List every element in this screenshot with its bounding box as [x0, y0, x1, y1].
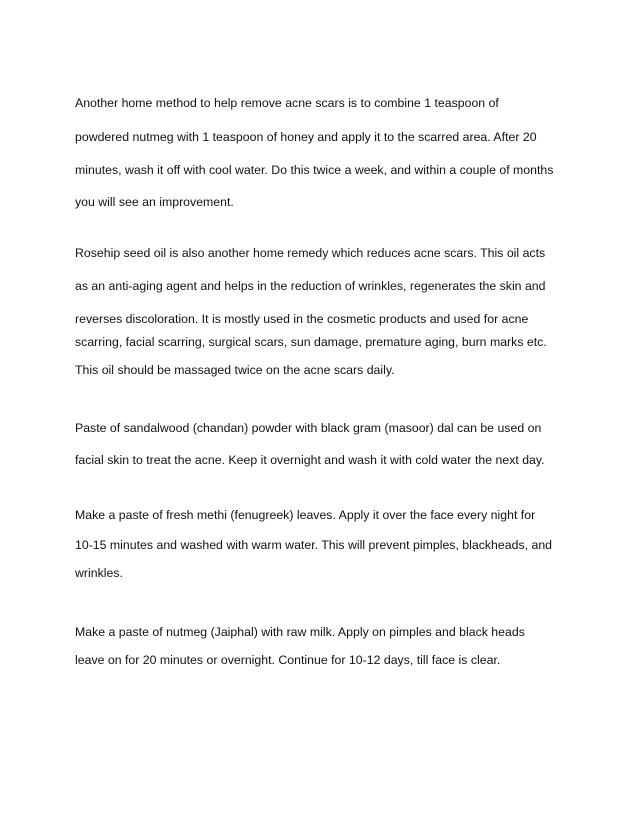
text-line: reverses discoloration. It is mostly used in the cosmetic products and used for acne — [75, 312, 529, 326]
text-line: Another home method to help remove acne scars is to combine 1 teaspoon of — [75, 96, 499, 110]
text-line: Make a paste of nutmeg (Jaiphal) with raw milk. Apply on pimples and black heads — [75, 625, 525, 639]
text-line: powdered nutmeg with 1 teaspoon of honey and apply it to the scarred area. After 20 — [75, 130, 537, 144]
text-line: Make a paste of fresh methi (fenugreek) leaves. Apply it over the face every night for — [75, 508, 536, 522]
text-line: scarring, facial scarring, surgical scars, sun damage, premature aging, burn marks etc. — [75, 335, 547, 349]
text-line: minutes, wash it off with cool water. Do this twice a week, and within a couple of months — [75, 163, 554, 177]
text-line: leave on for 20 minutes or overnight. Continue for 10-12 days, till face is clear. — [75, 653, 501, 667]
text-line: facial skin to treat the acne. Keep it overnight and wash it with cold water the next day. — [75, 453, 545, 467]
text-line: This oil should be massaged twice on the acne scars daily. — [75, 363, 395, 377]
text-line: Rosehip seed oil is also another home remedy which reduces acne scars. This oil acts — [75, 246, 546, 260]
text-line: as an anti-aging agent and helps in the reduction of wrinkles, regenerates the skin and — [75, 279, 546, 293]
text-line: Paste of sandalwood (chandan) powder with black gram (masoor) dal can be used on — [75, 421, 542, 435]
text-line: 10-15 minutes and washed with warm water. This will prevent pimples, blackheads, and — [75, 538, 553, 552]
text-line: wrinkles. — [75, 566, 123, 580]
text-line: you will see an improvement. — [75, 195, 234, 209]
